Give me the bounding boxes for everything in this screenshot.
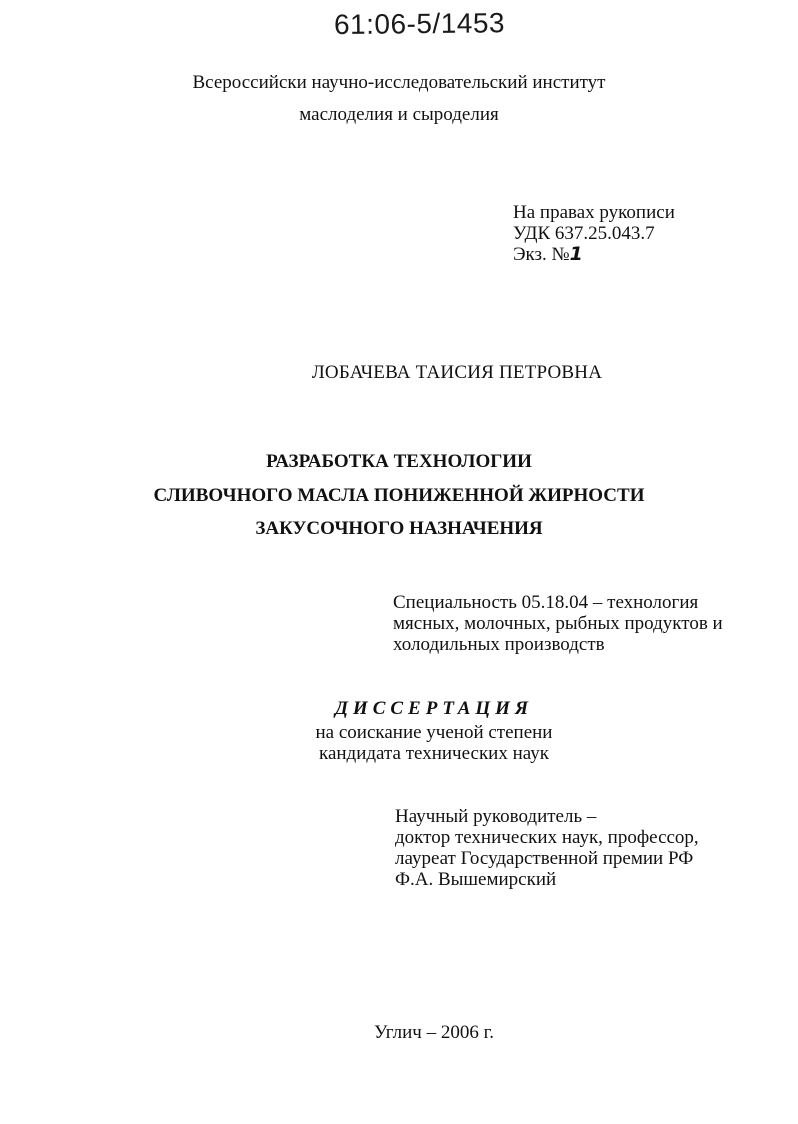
copy-number-line [513,244,675,265]
title-line-3: ЗАКУСОЧНОГО НАЗНАЧЕНИЯ [255,518,543,539]
supervisor-line-3: лауреат Государственной премии РФ [395,848,694,869]
institute-line-1: Всероссийски научно-исследовательский институт [192,72,606,93]
archive-stamp: 61:06-5/1453 [333,7,506,41]
manuscript-block [513,202,675,265]
supervisor-name: Ф.А. Вышемирский [395,869,557,890]
title-line-2: СЛИВОЧНОГО МАСЛА ПОНИЖЕННОЙ ЖИРНОСТИ [153,485,645,506]
dissertation-line-1: на соискание ученой степени [315,722,553,743]
copy-number: 1 [569,243,583,265]
supervisor-line-2: доктор технических наук, профессор, [395,827,699,848]
title-line-1: РАЗРАБОТКА ТЕХНОЛОГИИ [266,451,532,472]
city-year: Углич – 2006 г. [374,1022,494,1043]
udk-code: УДК 637.25.043.7 [513,223,655,244]
specialty-line-3: холодильных производств [393,634,605,655]
copy-label: Экз. № [513,244,570,265]
manuscript-rights: На правах рукописи [513,202,675,223]
specialty-block [393,592,753,655]
supervisor-line-1: Научный руководитель – [395,806,597,827]
institute-line-2: маслоделия и сыроделия [299,104,499,125]
author-name: ЛОБАЧЕВА ТАИСИЯ ПЕТРОВНА [311,362,603,383]
dissertation-heading: ДИССЕРТАЦИЯ [334,698,534,719]
supervisor-block [395,806,755,890]
specialty-line-1: Специальность 05.18.04 – технология [393,592,699,613]
specialty-line-2: мясных, молочных, рыбных продуктов и [393,613,723,634]
dissertation-line-2: кандидата технических наук [319,743,549,764]
